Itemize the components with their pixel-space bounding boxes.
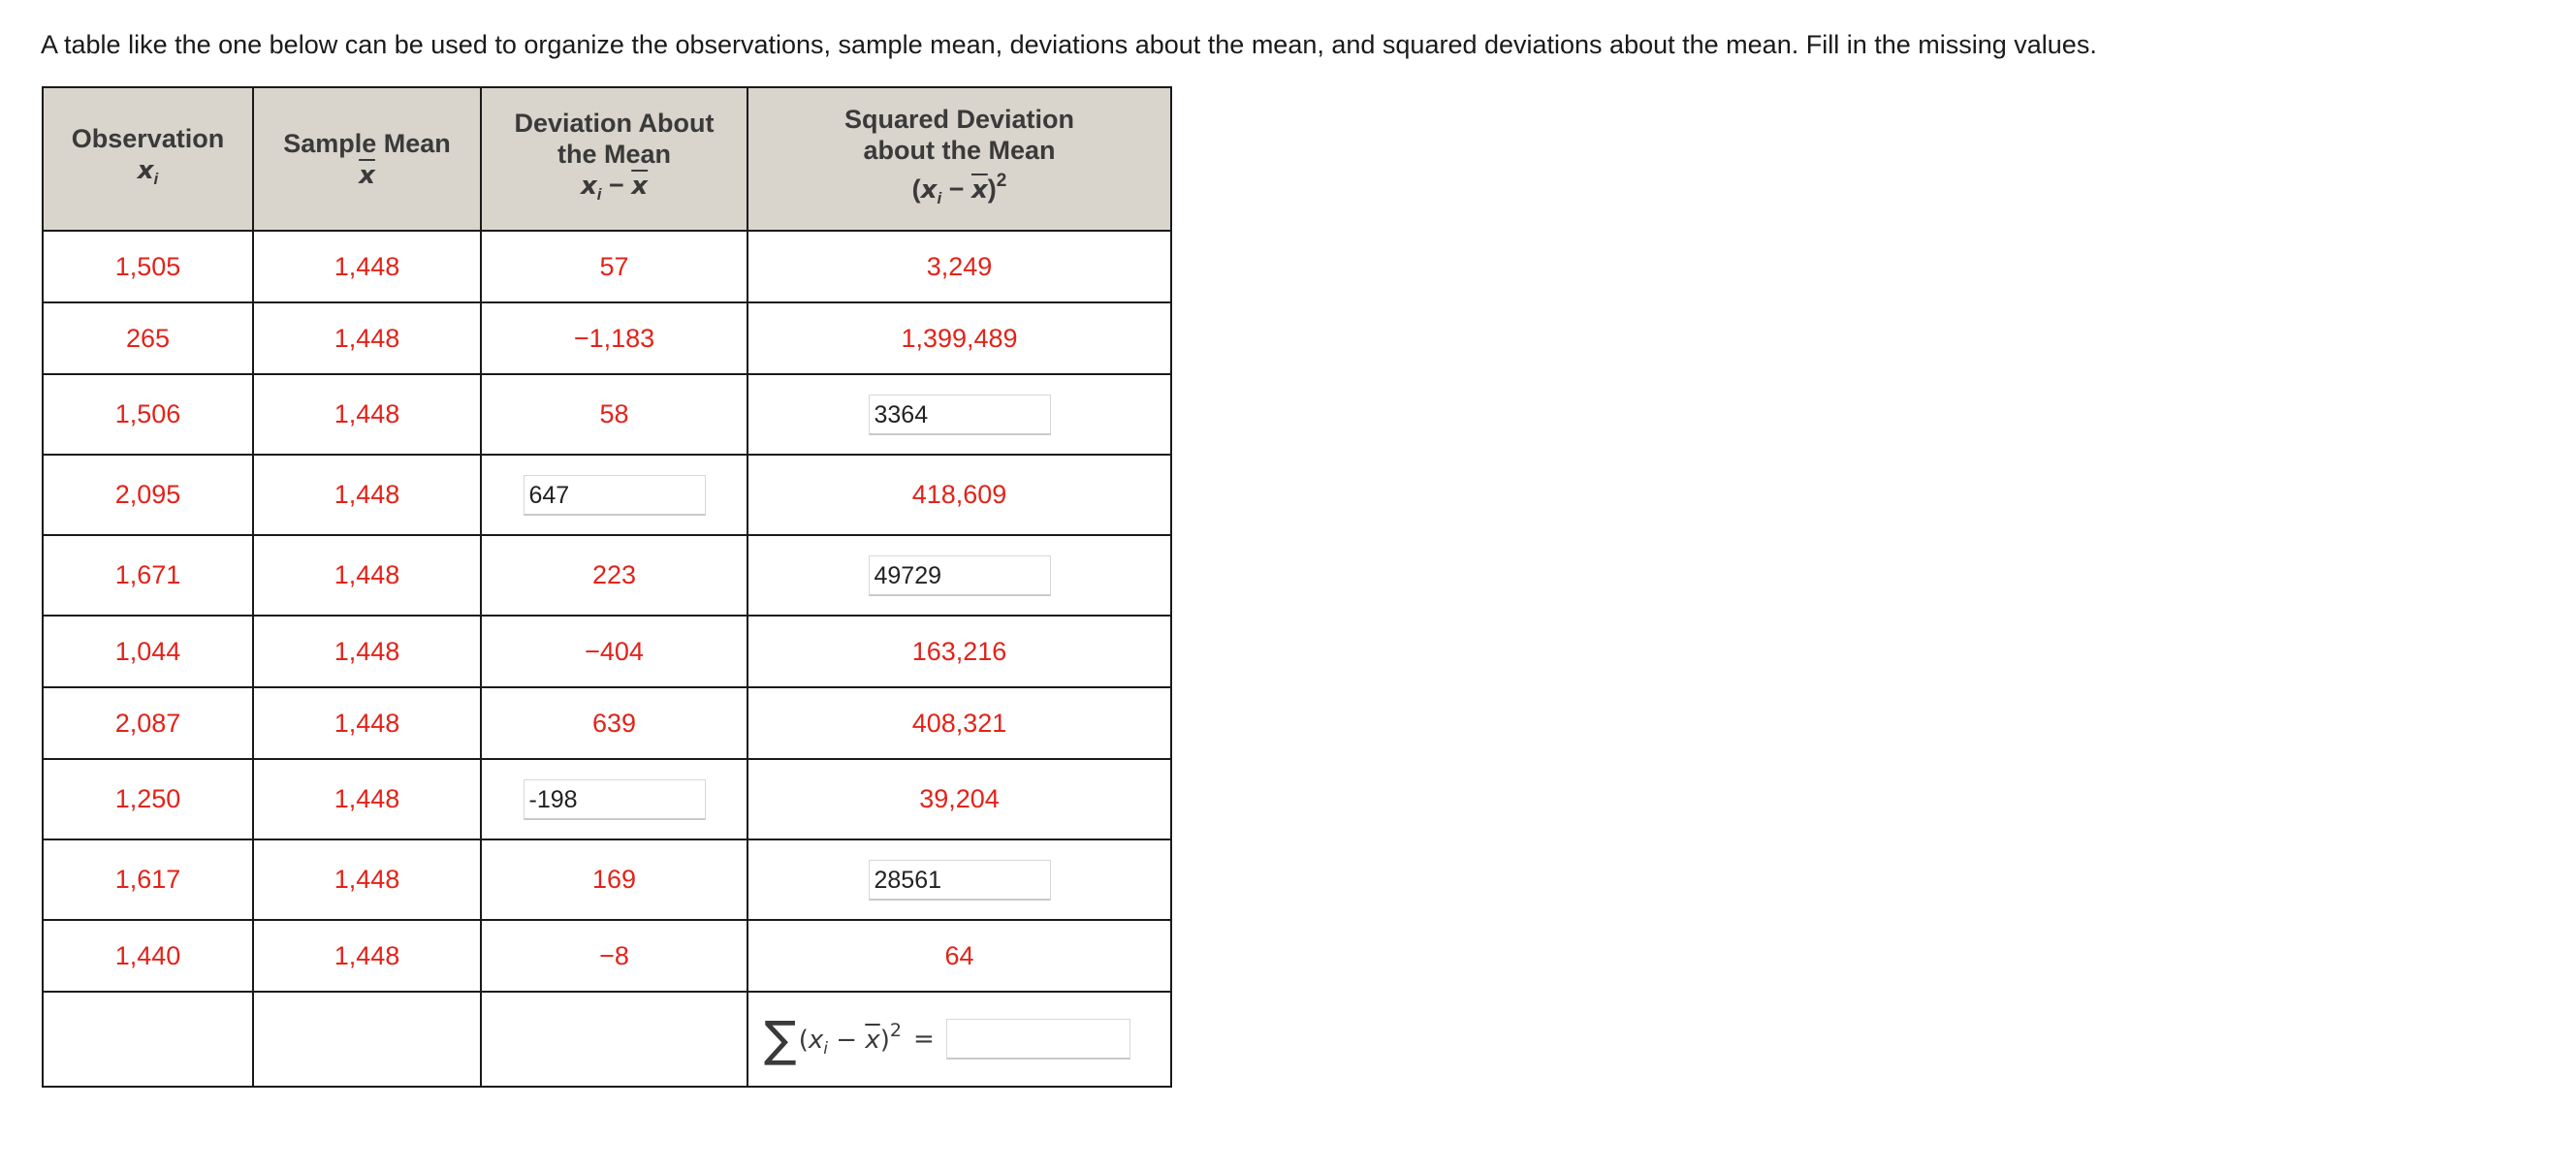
table-row (43, 535, 1171, 616)
subscript-i: i (153, 170, 159, 188)
deviation-cell: 639 (481, 687, 747, 759)
deviation-input-cell (481, 455, 747, 535)
observation-cell: 1,505 (43, 231, 253, 302)
deviation-cell: 223 (481, 535, 747, 616)
minus-sign: − (941, 174, 971, 204)
squared-deviation-input-cell (747, 374, 1171, 455)
header-squared-line1: Squared Deviation (843, 105, 1075, 134)
x-symbol: x (808, 1026, 824, 1055)
observation-cell: 2,095 (43, 455, 253, 535)
header-observation-symbol (44, 154, 252, 195)
header-squared-formula (748, 166, 1170, 214)
sum-expression (748, 1011, 1170, 1067)
deviation-input-cell (481, 759, 747, 839)
deviation-input[interactable]: -198 (524, 779, 706, 820)
squared-deviation-input[interactable]: 28561 (869, 860, 1051, 901)
squared-deviation-cell: 39,204 (747, 759, 1171, 839)
observation-cell: 1,440 (43, 920, 253, 992)
header-squared-deviation (747, 87, 1171, 231)
xbar-symbol: $\overline{x}$ (359, 160, 375, 190)
deviation-cell: 169 (481, 839, 747, 920)
header-sample-mean (253, 87, 481, 231)
equals-sign: = (912, 1025, 935, 1054)
sample-mean-cell: 1,448 (253, 759, 481, 839)
superscript-2: 2 (996, 171, 1007, 191)
subscript-i: i (937, 189, 942, 207)
sample-mean-cell: 1,448 (253, 455, 481, 535)
minus-sign: − (601, 171, 632, 200)
sample-mean-cell: 1,448 (253, 374, 481, 455)
header-sample-mean-label: Sample Mean (283, 128, 451, 158)
xbar-symbol: $\overline{x}$ (865, 1026, 880, 1055)
empty-cell (481, 992, 747, 1087)
observation-cell: 1,671 (43, 535, 253, 616)
header-sample-mean-symbol (254, 159, 480, 191)
sample-mean-cell: 1,448 (253, 616, 481, 687)
table-row (43, 920, 1171, 992)
subscript-i: i (596, 185, 602, 204)
empty-cell (43, 992, 253, 1087)
table-row (43, 374, 1171, 455)
observation-cell: 1,250 (43, 759, 253, 839)
sum-formula (799, 1020, 902, 1059)
open-paren: ( (798, 1026, 809, 1055)
deviation-cell: −1,183 (481, 302, 747, 374)
sum-input[interactable] (946, 1019, 1130, 1060)
header-deviation-formula (482, 170, 747, 210)
open-paren: ( (911, 174, 921, 204)
sample-mean-cell: 1,448 (253, 839, 481, 920)
table-row (43, 455, 1171, 535)
header-observation-label: Observation (71, 124, 225, 153)
header-deviation-line1: Deviation About (514, 109, 715, 138)
header-deviation-line2: the Mean (557, 140, 672, 169)
table-row (43, 616, 1171, 687)
sample-mean-cell: 1,448 (253, 687, 481, 759)
x-symbol: x (137, 156, 154, 185)
squared-deviation-input[interactable]: 49729 (869, 555, 1051, 596)
deviation-cell: 57 (481, 231, 747, 302)
sample-mean-cell: 1,448 (253, 920, 481, 992)
superscript-2: 2 (889, 1020, 902, 1041)
empty-cell (253, 992, 481, 1087)
observation-cell: 1,506 (43, 374, 253, 455)
sample-mean-cell: 1,448 (253, 231, 481, 302)
squared-deviation-cell: 1,399,489 (747, 302, 1171, 374)
close-paren: ) (987, 174, 997, 204)
minus-sign: − (827, 1026, 866, 1055)
close-paren: ) (879, 1026, 890, 1055)
sum-row (43, 992, 1171, 1087)
deviation-cell: 58 (481, 374, 747, 455)
instructions-text: A table like the one below can be used to organize the observations, sample mean, deviations about the mean, and squared deviations about the mean. Fill in the missing values. (41, 30, 2097, 59)
squared-deviation-input-cell (747, 535, 1171, 616)
header-observation (43, 87, 253, 231)
xbar-symbol: $\overline{x}$ (631, 172, 649, 201)
squared-deviation-cell: 3,249 (747, 231, 1171, 302)
subscript-i: i (823, 1039, 828, 1059)
squared-deviation-cell: 163,216 (747, 616, 1171, 687)
header-deviation (481, 87, 747, 231)
observation-cell: 1,044 (43, 616, 253, 687)
squared-deviation-input[interactable]: 3364 (869, 395, 1051, 435)
sigma-icon: ∑ (764, 1011, 797, 1067)
table-header-row (43, 87, 1171, 231)
deviation-cell: −404 (481, 616, 747, 687)
observation-cell: 1,617 (43, 839, 253, 920)
observation-cell: 265 (43, 302, 253, 374)
squared-deviation-input-cell (747, 839, 1171, 920)
squared-deviation-cell: 64 (747, 920, 1171, 992)
observation-cell: 2,087 (43, 687, 253, 759)
table-row (43, 687, 1171, 759)
squared-deviation-cell: 408,321 (747, 687, 1171, 759)
x-symbol: x (920, 175, 938, 205)
deviation-cell: −8 (481, 920, 747, 992)
sample-mean-cell: 1,448 (253, 302, 481, 374)
xbar-symbol: $\overline{x}$ (970, 175, 988, 205)
squared-deviation-cell: 418,609 (747, 455, 1171, 535)
sum-cell (747, 992, 1171, 1087)
table-row (43, 759, 1171, 839)
deviation-input[interactable]: 647 (524, 475, 706, 516)
deviation-table (42, 86, 1172, 1088)
header-squared-line2: about the Mean (863, 136, 1056, 165)
x-symbol: x (580, 172, 597, 201)
sample-mean-cell: 1,448 (253, 535, 481, 616)
table-row (43, 302, 1171, 374)
table-row (43, 839, 1171, 920)
table-row (43, 231, 1171, 302)
